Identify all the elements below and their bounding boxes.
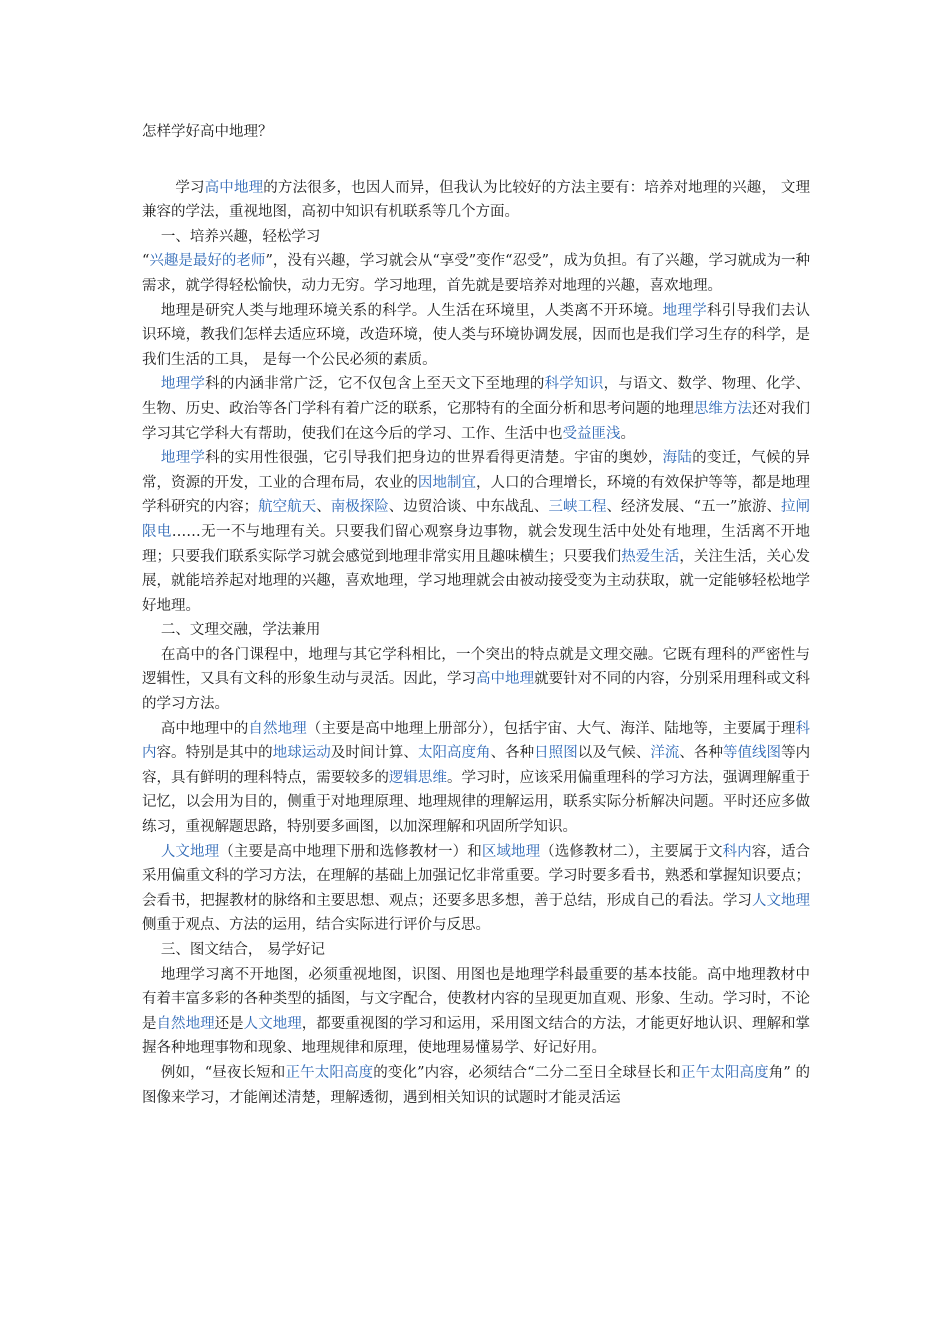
keyword-link[interactable]: 地理学: [662, 302, 707, 319]
paragraph-text: 的变化”内容，必须结合“二分二至日全球昼长和: [373, 1064, 681, 1081]
paragraph-text: 、边贸洽谈、中东战乱、: [388, 499, 549, 516]
keyword-link[interactable]: 科内: [142, 720, 811, 762]
paragraph-text: 地理学习离不开地图，必须重视地图，识图、用图也是地理学科最重要的基本技能。高中地理教材中有着丰富多彩的各种类型的插图，与文字配合，使教材内容的呈现更加直观、形象、生动。学习时，不论是: [142, 966, 810, 1032]
document-page: [142, 120, 810, 1110]
paragraph-text: （主要是高中地理下册和选修教材一）和: [219, 843, 482, 860]
paragraph: [142, 176, 810, 225]
paragraph-text: 二、文理交融，学法兼用: [160, 622, 321, 639]
paragraph-text: ，人口的合理增长，环境的有效保护等等，都是地理学科研究的内容；: [142, 474, 811, 516]
paragraph-text: 地理是研究人类与地理环境关系的科学。人生活在环境里，人类离不开环境。: [160, 302, 663, 319]
keyword-link[interactable]: 海陆: [662, 450, 693, 467]
paragraph-text: 科的实用性很强，它引导我们把身边的世界看得更清楚。宇宙的奥妙，: [205, 450, 663, 467]
paragraph-text: 。: [620, 425, 635, 442]
keyword-link[interactable]: 自然地理: [156, 1015, 215, 1032]
paragraph: [142, 840, 810, 938]
keyword-link[interactable]: 日照图: [534, 745, 578, 762]
keyword-link[interactable]: 航空航天: [258, 499, 317, 516]
paragraph: [142, 299, 810, 373]
paragraph-text: （选修教材二），主要属于文: [540, 843, 723, 860]
keyword-link[interactable]: 地理学: [160, 376, 206, 393]
keyword-link[interactable]: 思维方法: [693, 400, 752, 417]
paragraph-text: 。学习时，应该采用偏重理科的学习方法，强调理解重于记忆，以会用为目的，侧重于对地理原理、地理规律的理解运用，联系实际分析解决问题。平时还应多做练习，重视解题思路，特别要多画图，以加深理解和巩固所学知识。: [142, 769, 811, 836]
paragraph: [142, 643, 810, 717]
paragraph-text: 、各种: [679, 745, 723, 762]
paragraph-text: 及时间计算、: [330, 745, 418, 762]
paragraph-text: ，关注生活，关心发展，就能培养起对地理的兴趣，喜欢地理，学习地理就会由被动接受变为主动获取，就一定能够轻松地学好地理。: [142, 548, 811, 614]
paragraph-text: “: [142, 253, 150, 270]
paragraph-text: 还是: [214, 1015, 244, 1032]
paragraph-text: 高中地理中的: [160, 720, 249, 737]
paragraph: [142, 372, 810, 446]
keyword-link[interactable]: 热爱生活: [621, 548, 680, 565]
keyword-link[interactable]: 高中地理: [476, 671, 535, 688]
paragraph-text: ，都要重视图的学习和运用，采用图文结合的方法，才能更好地认识、理解和掌握各种地理事物和现象、地理规律和原理，使地理易懂易学、好记好用。: [142, 1015, 811, 1057]
paragraph-text: ……无一不与地理有关。只要我们留心观察身边事物，就会发现生活中处处有地理，生活离不开地理；只要我们联系实际学习就会感觉到地理非常实用且趣味横生；只要我们: [142, 523, 811, 565]
paragraph-text: 等内容，具有鲜明的理科特点，需要较多的: [142, 745, 811, 786]
paragraph-text: 例如，“昼夜长短和: [160, 1064, 286, 1081]
paragraph-text: 的方法很多，也因人而异，但我认为比较好的方法主要有：培养对地理的兴趣， 文理兼容的学法，重视地图，高初中知识有机联系等几个方面。: [142, 179, 811, 221]
paragraph-text: 的变迁，气候的异常，资源的开发，工业的合理布局，农业的: [142, 450, 811, 491]
keyword-link[interactable]: 科学知识: [544, 376, 604, 393]
paragraph: [142, 446, 810, 618]
paragraph-text: 、: [316, 499, 331, 516]
keyword-link[interactable]: 正午太阳高度: [285, 1064, 374, 1081]
paragraph-text: 在高中的各门课程中，地理与其它学科相比，一个突出的特点就是文理交融。它既有理科的严密性与逻辑性，又具有文科的形象生动与灵活。因此，学习: [142, 646, 810, 688]
paragraph-text: ”，没有兴趣，学习就会从“享受”变作“忍受”，成为负担。有了兴趣，学习就成为一种需求，就学得轻松愉快，动力无穷。学习地理，首先就是要培养对地理的兴趣，喜欢地理。: [142, 253, 811, 294]
paragraph: [142, 618, 810, 643]
keyword-link[interactable]: 等值线图: [722, 745, 782, 762]
keyword-link[interactable]: 人文地理: [160, 843, 220, 860]
keyword-link[interactable]: 南极探险: [330, 499, 389, 516]
paragraph-text: （主要是高中地理上册部分），包括宇宙、大气、海洋、陆地等，主要属于理: [306, 720, 796, 737]
paragraph-text: 角” 的图像来学习，才能阐述清楚，理解透彻，遇到相关知识的试题时才能灵活运: [142, 1064, 811, 1106]
keyword-link[interactable]: 地理学: [160, 450, 206, 467]
keyword-link[interactable]: 高中地理: [204, 179, 264, 196]
paragraph-text: 侧重于观点、方法的运用，结合实际进行评价与反思。: [142, 917, 490, 934]
keyword-link[interactable]: 正午太阳高度: [680, 1064, 769, 1081]
document-title: 怎样学好高中地理？: [142, 124, 273, 140]
keyword-link[interactable]: 人文地理: [243, 1015, 302, 1032]
keyword-link[interactable]: 三峡工程: [548, 499, 607, 516]
keyword-link[interactable]: 人文地理: [751, 892, 811, 909]
paragraph-text: 学习: [175, 179, 205, 196]
paragraph: [142, 938, 810, 963]
keyword-link[interactable]: 受益匪浅: [562, 425, 621, 442]
keyword-link[interactable]: 科内: [722, 843, 752, 860]
document-body: [142, 176, 810, 1111]
keyword-link[interactable]: 因地制宜: [417, 474, 477, 491]
paragraph-text: 科的内涵非常广泛，它不仅包含上至天文下至地理的: [205, 376, 545, 393]
paragraph-text: 三、图文结合， 易学好记: [160, 942, 325, 958]
paragraph-text: 容。特别是其中的: [156, 745, 273, 762]
paragraph-text: 还对我们学习其它学科大有帮助，使我们在这今后的学习、工作、生活中也: [142, 400, 811, 442]
keyword-link[interactable]: 自然地理: [248, 720, 307, 737]
paragraph-text: 以及气候、: [577, 745, 651, 762]
paragraph: [142, 249, 810, 298]
paragraph-text: 科引导我们去认识环境，教我们怎样去适应环境，改造环境，使人类与环境协调发展，因而也是我们学习生存的科学，是我们生活的工具， 是每一个公民必须的素质。: [142, 302, 811, 368]
paragraph-text: 一、培养兴趣，轻松学习: [160, 228, 321, 245]
paragraph: [142, 963, 810, 1061]
paragraph-text: 容，适合采用偏重文科的学习方法，在理解的基础上加强记忆非常重要。学习时要多看书，熟悉和掌握知识要点；会看书，把握教材的脉络和主要思想、观点；还要多思多想，善于总结，形成自己的看法。学习: [142, 843, 811, 909]
keyword-link[interactable]: 太阳高度角: [417, 745, 491, 762]
paragraph: [142, 225, 810, 250]
paragraph-text: ，与语文、数学、物理、化学、生物、历史、政治等各门学科有着广泛的联系，它那特有的全面分析和思考问题的地理: [142, 376, 811, 417]
paragraph: [142, 1061, 810, 1110]
paragraph-text: 就要针对不同的内容，分别采用理科或文科的学习方法。: [142, 671, 811, 713]
keyword-link[interactable]: 区域地理: [481, 843, 541, 860]
keyword-link[interactable]: 洋流: [650, 745, 680, 762]
keyword-link[interactable]: 逻辑思维: [388, 769, 447, 786]
keyword-link[interactable]: 地球运动: [272, 745, 331, 762]
paragraph: [142, 717, 810, 840]
paragraph-text: 、经济发展、“五一”旅游、: [606, 499, 782, 516]
keyword-link[interactable]: 兴趣是最好的老师: [149, 253, 266, 270]
paragraph-text: 、各种: [490, 745, 535, 762]
keyword-link[interactable]: 拉闸限电: [142, 499, 811, 540]
